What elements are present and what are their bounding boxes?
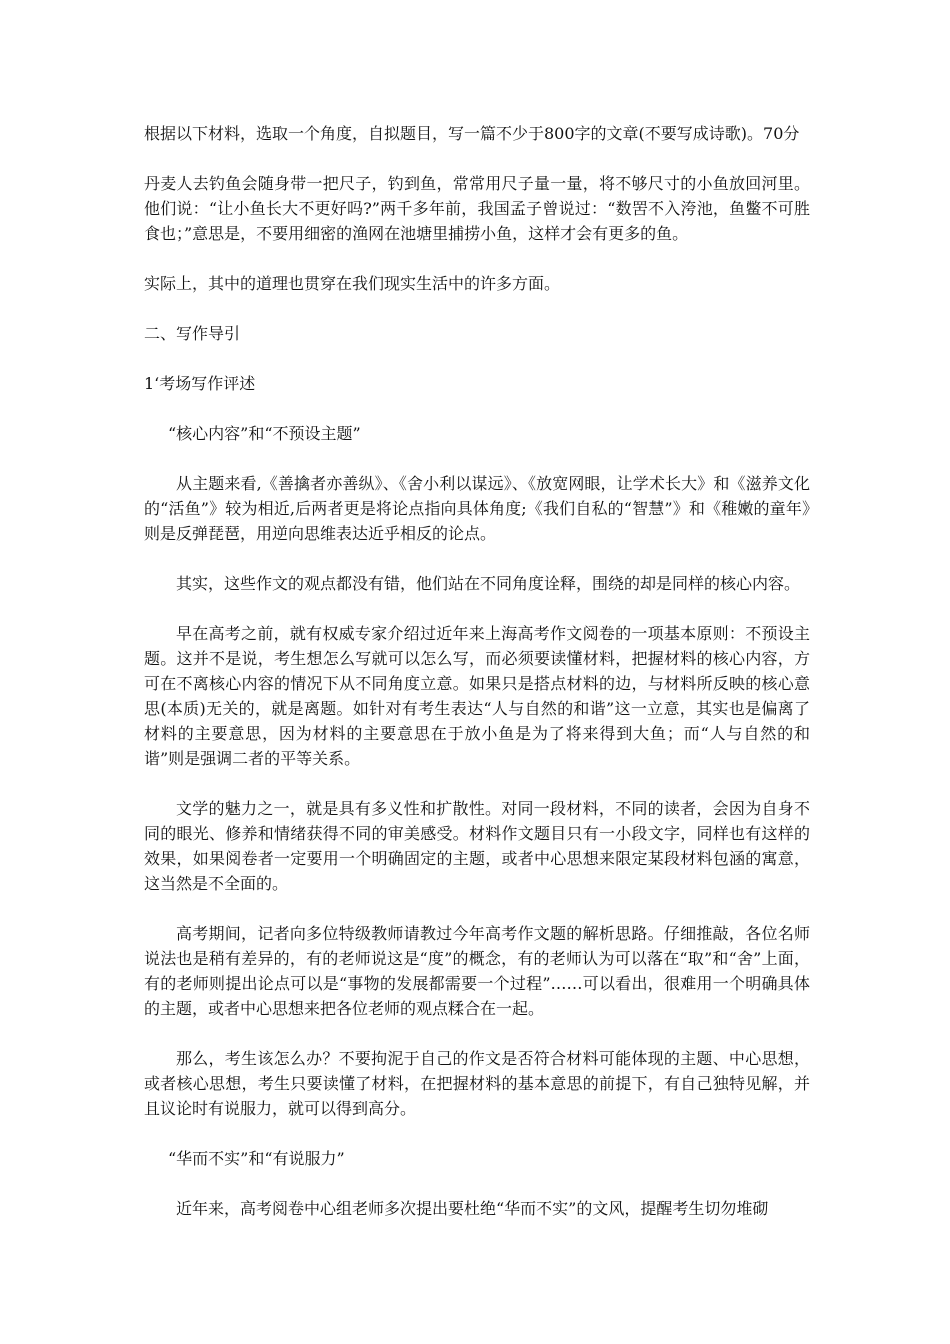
topic-heading-core-content: “核心内容”和“不预设主题” (168, 424, 361, 443)
section-heading: 二、写作导引 (144, 324, 241, 343)
body-paragraph: 早在高考之前，就有权威专家介绍过近年来上海高考作文阅卷的一项基本原则：不预设主题。这并不是说，考生想怎么写就可以怎么写，而必须要读懂材料，把握材料的核心内容，方可在不离核心内容的情况下从不同角度立意。如果只是搭点材料的边，与材料所反映的核心意思(本质)无关的，就是离题。如针对有考生表达“人与自然的和谐”这一立意，其实也是偏离了材料的主要意思，因为材料的主要意思在于放小鱼是为了将来得到大鱼；而“人与自然的和谐”则是强调二者的平等关系。 (144, 624, 810, 768)
essay-prompt: 根据以下材料，选取一个角度，自拟题目，写一篇不少于800字的文章(不要写成诗歌)。70分 (144, 124, 800, 143)
body-paragraph: 高考期间，记者向多位特级教师请教过今年高考作文题的解析思路。仔细推敲，各位名师说法也是稍有差异的，有的老师说这是“度”的概念，有的老师认为可以落在“取”和“舍”上面，有的老师则提出论点可以是“事物的发展都需要一个过程”……可以看出，很难用一个明确具体的主题，或者中心思想来把各位老师的观点糅合在一起。 (144, 924, 810, 1018)
body-paragraph: 文学的魅力之一，就是具有多义性和扩散性。对同一段材料，不同的读者，会因为自身不同的眼光、修养和情绪获得不同的审美感受。材料作文题目只有一小段文字，同样也有这样的效果，如果阅卷者一定要用一个明确固定的主题，或者中心思想来限定某段材料包涵的寓意，这当然是不全面的。 (144, 799, 810, 893)
material-note: 实际上，其中的道理也贯穿在我们现实生活中的许多方面。 (144, 274, 561, 293)
sub-heading: 1‘考场写作评述 (144, 374, 256, 393)
body-paragraph: 那么，考生该怎么办？不要拘泥于自己的作文是否符合材料可能体现的主题、中心思想，或者核心思想，考生只要读懂了材料，在把握材料的基本意思的前提下，有自己独特见解，并且议论时有说服力，就可以得到高分。 (144, 1049, 810, 1118)
body-paragraph: 其实，这些作文的观点都没有错，他们站在不同角度诠释，围绕的却是同样的核心内容。 (176, 574, 801, 593)
topic-heading-persuasiveness: “华而不实”和“有说服力” (168, 1149, 345, 1168)
body-paragraph: 从主题来看,《善擒者亦善纵》、《舍小利以谋远》、《放宽网眼，让学术长大》和《滋养文化的“活鱼”》较为相近,后两者更是将论点指向具体角度;《我们自私的“智慧”》和《稚嫩的童年》则是反弹琵琶，用逆向思维表达近乎相反的论点。 (144, 474, 810, 543)
body-paragraph: 近年来，高考阅卷中心组老师多次提出要杜绝“华而不实”的文风，提醒考生切勿堆砌 (176, 1199, 769, 1218)
material-paragraph: 丹麦人去钓鱼会随身带一把尺子，钓到鱼，常常用尺子量一量，将不够尺寸的小鱼放回河里。他们说：“让小鱼长大不更好吗?”两千多年前，我国孟子曾说过：“数罟不入洿池，鱼鳖不可胜食也；”意思是，不要用细密的渔网在池塘里捕捞小鱼，这样才会有更多的鱼。 (144, 174, 810, 243)
document-page (144, 121, 810, 1221)
